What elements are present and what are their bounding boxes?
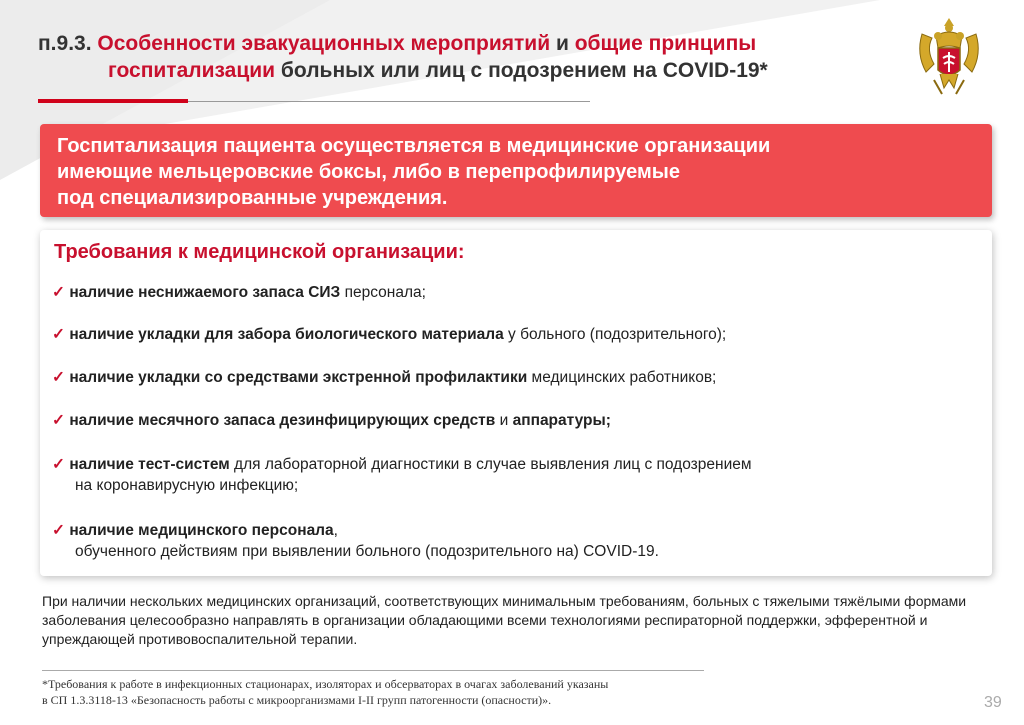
requirement-continuation: обученного действиям при выявлении больного (подозрительного на) COVID-19. bbox=[75, 543, 659, 560]
footnote-divider bbox=[42, 670, 704, 671]
checkmark-icon: ✓ bbox=[52, 369, 65, 386]
requirement-bold-2: аппаратуры; bbox=[512, 412, 611, 429]
checkmark-icon: ✓ bbox=[52, 284, 65, 301]
requirement-bold: наличие укладки для забора биологического материала bbox=[69, 326, 504, 343]
requirement-rest: , bbox=[333, 522, 338, 539]
page-number: 39 bbox=[984, 694, 1002, 711]
requirements-panel bbox=[40, 230, 992, 576]
requirement-rest: для лабораторной диагностики в случае выявления лиц с подозрением bbox=[229, 456, 752, 473]
requirement-rest: персонала; bbox=[340, 284, 426, 301]
requirement-bold: наличие медицинского персонала bbox=[69, 522, 334, 539]
requirement-rest: медицинских работников; bbox=[527, 369, 717, 386]
requirement-rest: у больного (подозрительного); bbox=[503, 326, 727, 343]
title-line2-red: госпитализации bbox=[108, 59, 276, 82]
checkmark-icon: ✓ bbox=[52, 412, 65, 429]
hospitalization-banner bbox=[40, 124, 992, 217]
requirement-bold: наличие укладки со средствами экстренной профилактики bbox=[69, 369, 528, 386]
banner-line-1: Госпитализация пациента осуществляется в медицинские организации bbox=[57, 135, 771, 157]
requirement-item bbox=[52, 324, 972, 345]
footnote bbox=[42, 676, 722, 708]
requirement-bold: наличие тест-систем bbox=[69, 456, 230, 473]
title-line2-rest: больных или лиц с подозрением на COVID-19* bbox=[275, 59, 768, 82]
page-title bbox=[38, 30, 868, 84]
requirement-item bbox=[52, 520, 972, 562]
requirement-bold: наличие неснижаемого запаса СИЗ bbox=[69, 284, 341, 301]
requirement-item bbox=[52, 410, 972, 431]
checkmark-icon: ✓ bbox=[52, 326, 65, 343]
requirement-mid: и bbox=[495, 412, 513, 429]
banner-line-2: имеющие мельцеровские боксы, либо в перепрофилируемые bbox=[57, 161, 680, 183]
requirement-item bbox=[52, 454, 972, 496]
banner-line-3: под специализированные учреждения. bbox=[57, 187, 448, 209]
footnote-line-1: *Требования к работе в инфекционных стационарах, изоляторах и обсерваторах в очагах заболеваний указаны bbox=[42, 677, 609, 691]
title-conj: и bbox=[550, 32, 575, 55]
title-prefix: п.9.3. bbox=[38, 32, 92, 55]
checkmark-icon: ✓ bbox=[52, 522, 65, 539]
requirement-item bbox=[52, 367, 972, 388]
requirement-item bbox=[52, 282, 972, 303]
title-part1: Особенности эвакуационных мероприятий bbox=[97, 32, 551, 55]
requirements-heading: Требования к медицинской организации: bbox=[54, 241, 465, 263]
russian-eagle-emblem-icon bbox=[914, 14, 984, 98]
title-accent-bar bbox=[38, 99, 188, 103]
footnote-line-2: в СП 1.3.3118-13 «Безопасность работы с микроорганизмами I-II групп патогенности (опасности)». bbox=[42, 693, 552, 707]
requirement-continuation: на коронавирусную инфекцию; bbox=[75, 477, 299, 494]
title-line2 bbox=[38, 57, 868, 84]
multiple-organizations-note: При наличии нескольких медицинских организаций, соответствующих минимальным требованиям, больных с тяжелыми тяжёлыми формами заболевания целесообразно направлять в организации обладающими всеми технологиями респираторной поддержки, эфферентной и упреждающей противовоспалительной терапии. bbox=[42, 593, 967, 647]
checkmark-icon: ✓ bbox=[52, 456, 65, 473]
requirement-bold: наличие месячного запаса дезинфицирующих средств bbox=[69, 412, 496, 429]
title-part2: общие принципы bbox=[574, 32, 757, 55]
